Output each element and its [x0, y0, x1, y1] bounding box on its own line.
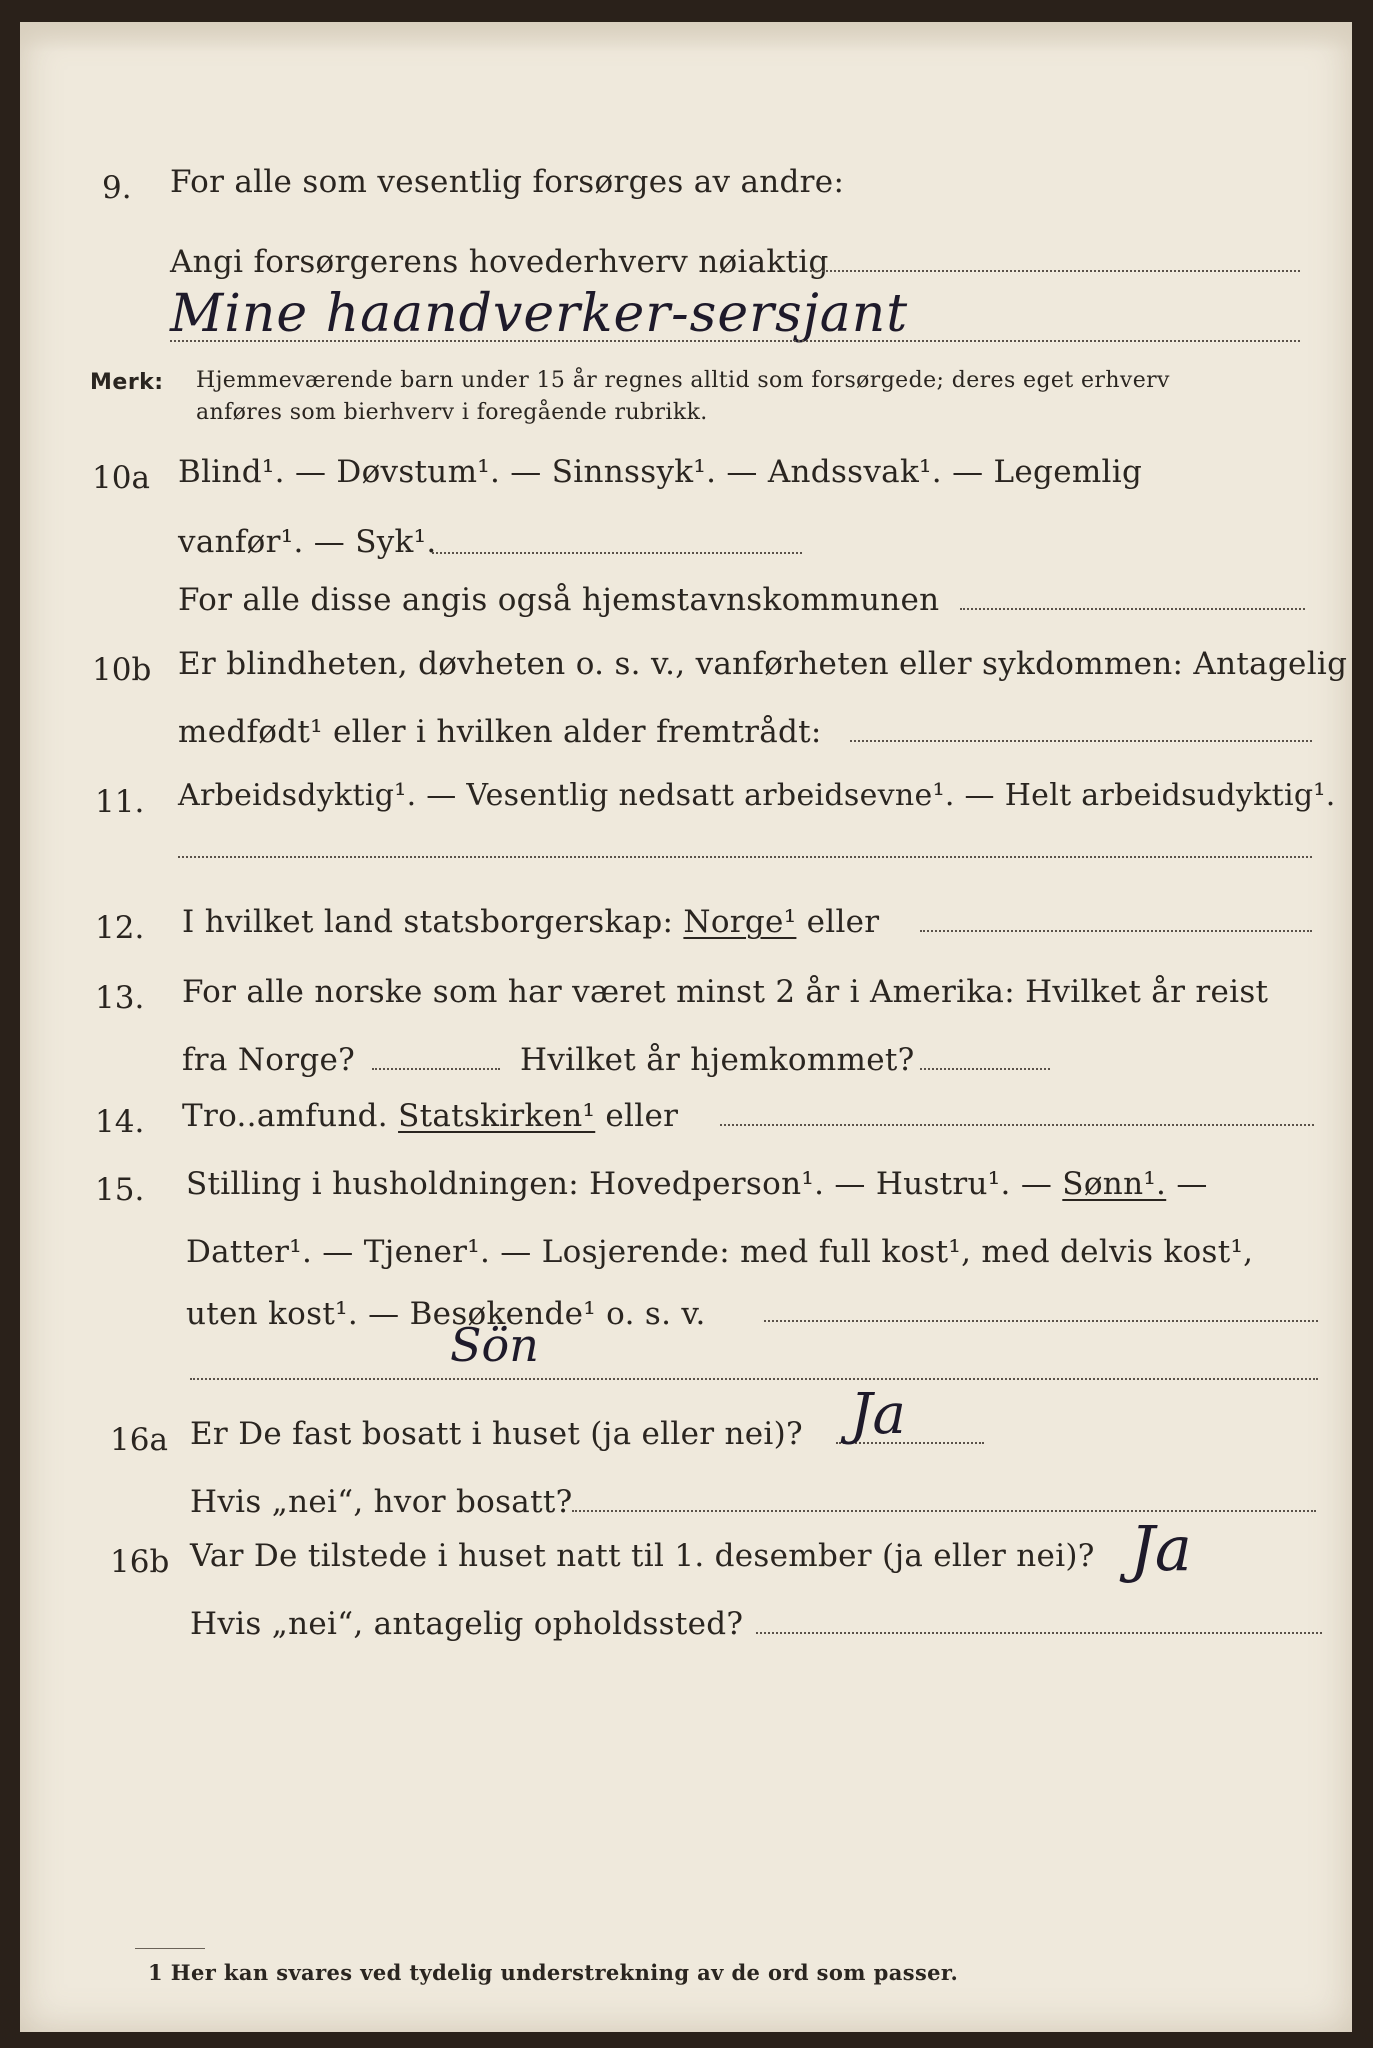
merk-label: Merk:: [90, 370, 164, 395]
q16a-bosatt-answer-line: [572, 1510, 1316, 1512]
q12-norge-option: Norge¹: [683, 904, 797, 940]
q14-answer-line: [720, 1124, 1314, 1126]
q14-statskirken-option: Statskirken¹: [398, 1098, 596, 1134]
q10b-answer-line: [850, 740, 1312, 742]
q15-handwritten-answer: Sön: [450, 1318, 539, 1372]
q13-reist-answer-line: [372, 1068, 500, 1070]
q11-number: 11.: [95, 784, 145, 820]
q16b-line-1: Var De tilstede i huset natt til 1. desember (ja eller nei)?: [190, 1538, 1095, 1574]
q14-prefix: Tro..amfund.: [182, 1098, 388, 1134]
q11-question: Arbeidsdyktig¹. — Vesentlig nedsatt arbeidsevne¹. — Helt arbeidsudyktig¹.: [178, 778, 1336, 813]
q14-number: 14.: [95, 1104, 145, 1140]
q9-number: 9.: [102, 170, 132, 206]
q15-sonn-option: Sønn¹.: [1062, 1166, 1167, 1202]
q14-suffix: eller: [605, 1098, 679, 1134]
q9-angi-answer-line: [810, 270, 1300, 272]
q16a-line-1: Er De fast bosatt i huset (ja eller nei)?: [190, 1416, 803, 1452]
q12-prefix: I hvilket land statsborgerskap:: [182, 904, 674, 940]
q10a-kommune-answer-line: [960, 608, 1305, 610]
footnote-rule: [135, 1948, 205, 1949]
q10a-line-3: For alle disse angis også hjemstavnskommunen: [178, 582, 940, 618]
q9-question: For alle som vesentlig forsørges av andre:: [170, 164, 845, 200]
footnote: 1 Her kan svares ved tydelig understrekning av de ord som passer.: [148, 1960, 959, 1985]
q16a-line-2: Hvis „nei“, hvor bosatt?: [190, 1484, 573, 1520]
merk-line-2: anføres som bierhverv i foregående rubrikk.: [196, 400, 708, 425]
q10a-syk-answer-line: [432, 552, 802, 554]
q15-line-3: uten kost¹. — Besøkende¹ o. s. v.: [186, 1296, 706, 1332]
q15-second-answer-line: [190, 1378, 1318, 1380]
q10b-number: 10b: [92, 652, 152, 688]
page-edge-shadow: [20, 22, 1352, 52]
q13-reist-label: fra Norge?: [182, 1042, 356, 1078]
q13-line-1: For alle norske som har været minst 2 år i Amerika: Hvilket år reist: [182, 974, 1269, 1010]
q10a-line-2: vanfør¹. — Syk¹.: [178, 524, 437, 560]
q16a-handwritten-answer: Ja: [850, 1382, 906, 1447]
q13-hjemkommet-label: Hvilket år hjemkommet?: [520, 1042, 915, 1078]
q15-line-1: [186, 1166, 1208, 1202]
q16b-handwritten-answer: Ja: [1130, 1512, 1192, 1585]
q10b-line-1: Er blindheten, døvheten o. s. v., vanførheten eller sykdommen: Antagelig: [178, 646, 1348, 682]
q15-answer-line: [764, 1320, 1318, 1322]
q12-answer-line: [920, 930, 1312, 932]
q11-answer-line: [178, 856, 1312, 858]
q15-number: 15.: [95, 1172, 145, 1208]
q9-angi-label: Angi forsørgerens hovederhverv nøiaktig: [170, 244, 829, 280]
q14-question: [182, 1098, 678, 1134]
q13-hjemkommet-answer-line: [920, 1068, 1050, 1070]
form-page: [20, 22, 1352, 2032]
q15-line-2: Datter¹. — Tjener¹. — Losjerende: med full kost¹, med delvis kost¹,: [186, 1234, 1254, 1270]
q9-handwritten-answer: Mine haandverker-sersjant: [170, 284, 909, 344]
q12-number: 12.: [95, 910, 145, 946]
q12-suffix: eller: [806, 904, 880, 940]
q12-question: [182, 904, 879, 940]
q10a-number: 10a: [92, 460, 150, 496]
q16b-line-2: Hvis „nei“, antagelig opholdssted?: [190, 1606, 744, 1642]
q16a-number: 16a: [110, 1422, 168, 1458]
q15-line-1-text: Stilling i husholdningen: Hovedperson¹. — Hustru¹. —: [186, 1166, 1053, 1202]
q9-second-answer-line: [170, 340, 1300, 342]
q10b-line-2: medfødt¹ eller i hvilken alder fremtrådt:: [178, 714, 822, 750]
merk-line-1: Hjemmeværende barn under 15 år regnes alltid som forsørgede; deres eget erhverv: [196, 368, 1170, 393]
q15-line-1-dash: —: [1176, 1166, 1208, 1202]
q13-number: 13.: [95, 980, 145, 1016]
q10a-line-1: Blind¹. — Døvstum¹. — Sinnssyk¹. — Andssvak¹. — Legemlig: [178, 454, 1143, 490]
q16b-opholdssted-answer-line: [756, 1632, 1322, 1634]
q16b-number: 16b: [110, 1544, 170, 1580]
